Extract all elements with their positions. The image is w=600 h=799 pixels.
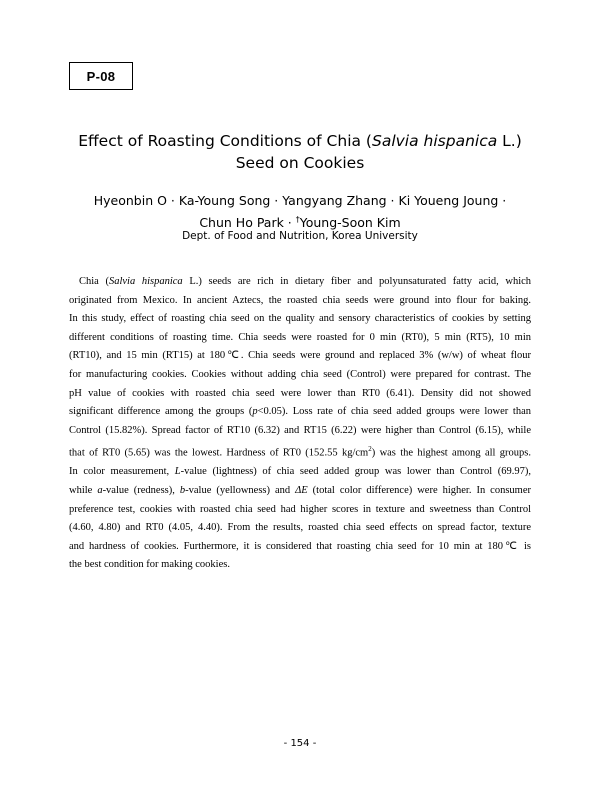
abstract-line: (4.60, 4.80) and RT0 (4.05, 4.40). From the results, roasted chia seed effects on spread factor, texture — [69, 522, 531, 534]
title-line-1 — [40, 130, 560, 152]
title-text-a: Effect of Roasting Conditions of Chia ( — [78, 132, 372, 150]
corresponding-author-mark: † — [295, 215, 300, 224]
abstract-line: In color measurement, L-value (lightness) of chia seed added group was lower than Control (69.97), — [69, 466, 531, 478]
author-list — [40, 191, 560, 232]
abstract-line: Control (15.82%). Spread factor of RT10 (6.32) and RT15 (6.22) were higher than Control (6.15), while — [69, 424, 531, 436]
title-text-b: L.) — [497, 132, 522, 150]
title-line-2: Seed on Cookies — [235, 154, 365, 172]
abstract-line: (RT10), and 15 min (RT15) at 180℃. Chia seeds were ground and replaced 3% (w/w) of wheat flour — [69, 350, 531, 362]
affiliation: Dept. of Food and Nutrition, Korea University — [182, 230, 418, 242]
authors-line-2 — [40, 210, 560, 232]
abstract-line: for manufacturing cookies. Cookies without adding chia seed (Control) were prepared for contrast. The — [69, 368, 531, 380]
poster-code-box — [69, 62, 133, 90]
page-number: - 154 - — [283, 738, 317, 749]
abstract-line: that of RT0 (5.65) was the lowest. Hardness of RT0 (152.55 $kg/cm^2$) was the highest among all groups. — [69, 445, 531, 459]
abstract-line: preference test, cookies with roasted chia seed had higher scores in texture and sweetness than Control — [69, 503, 531, 515]
paper-title — [40, 130, 560, 174]
authors-text-a: Chun Ho Park · — [199, 215, 296, 231]
poster-code: P-08 — [86, 68, 116, 84]
abstract-line: the best condition for making cookies. — [69, 559, 230, 571]
abstract-line: In this study, effect of roasting chia seed on the quality and sensory characteristics of cookies by setting — [69, 313, 531, 325]
abstract-line: and hardness of cookies. Furthermore, it is considered that roasting chia seed for 10 min at 180℃ is — [69, 540, 531, 552]
authors-text-b: Young-Soon Kim — [299, 215, 401, 231]
abstract-line: different conditions of roasting time. Chia seeds were roasted for 0 min (RT0), 5 min (RT5), 10 min — [69, 331, 531, 343]
abstract-line: pH value of cookies with roasted chia seed were lower than RT0 (6.41). Density did not showed — [69, 387, 531, 399]
abstract-body — [69, 273, 531, 575]
abstract-line: while a-value (redness), b-value (yellowness) and ΔE (total color difference) were higher. In consumer — [69, 485, 531, 497]
abstract-line: Chia (Salvia hispanica L.) seeds are rich in dietary fiber and polyunsaturated fatty acid, which — [79, 276, 532, 287]
authors-line-1: Hyeonbin O · Ka-Young Song · Yangyang Zhang · Ki Youeng Joung · — [93, 193, 507, 208]
abstract-line: originated from Mexico. In ancient Aztecs, the roasted chia seeds were ground into flour for baking. — [69, 294, 531, 306]
title-species-italic: Salvia hispanica — [371, 132, 498, 150]
abstract-line: significant difference among the groups (p<0.05). Loss rate of chia seed added groups were lower than — [69, 406, 531, 418]
